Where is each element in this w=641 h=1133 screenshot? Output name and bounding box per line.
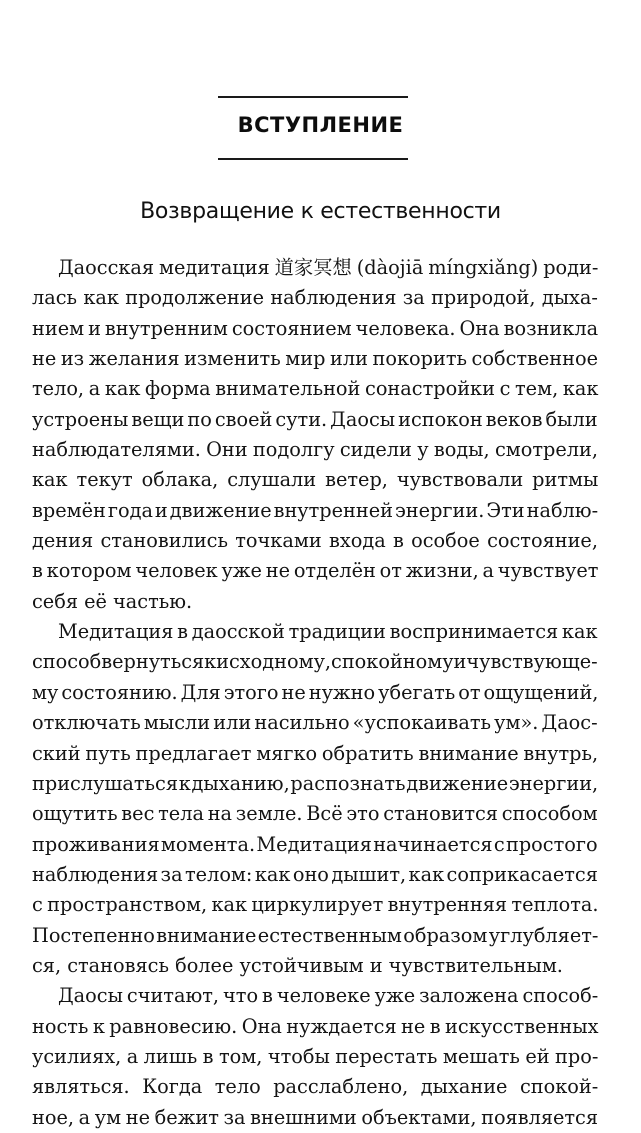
text-line: ощутить вес тела на земле. Всё это становится способом — [32, 802, 598, 826]
text-line: прислушаться к дыханию, распознать движение энергии, — [32, 771, 599, 795]
chapter-title: ВСТУПЛЕНИЕ — [237, 113, 404, 137]
text-line: ся, становясь более устойчивым и чувствительным. — [32, 953, 563, 977]
paragraph-2 — [32, 617, 598, 981]
text-line: нием и внутренним состоянием человека. Она возникла — [32, 316, 599, 340]
text-line: как текут облака, слушали ветер, чувствовали ритмы — [32, 468, 599, 492]
text-line: му состоянию. Для этого не нужно убегать от ощущений, — [32, 680, 599, 704]
text-line: не из желания изменить мир или покорить собственное — [32, 347, 599, 371]
text-line: времён года и движение внутренней энергии. Эти наблю- — [32, 498, 599, 522]
section-title: Возвращение к естественности — [140, 199, 501, 224]
text-line: Постепенно внимание естественным образом углубляет- — [32, 923, 599, 947]
text-line: отключать мысли или насильно «успокаивать ум». Даос- — [32, 711, 598, 735]
text-line: с пространством, как циркулирует внутренняя теплота. — [32, 893, 599, 917]
body-text — [32, 253, 598, 1133]
text-line: Даосы считают, что в человеке уже заложена способ- — [58, 984, 599, 1008]
text-line: усилиях, а лишь в том, чтобы перестать мешать ей про- — [32, 1044, 599, 1068]
paragraph-1 — [32, 253, 598, 617]
text-line: лась как продолжение наблюдения за природой, дыха- — [32, 286, 598, 310]
text-line: Даосская медитация 道家冥想 (dàojiā míngxiǎng) роди- — [58, 256, 599, 279]
text-line: ность к равновесию. Она нуждается не в искусственных — [32, 1014, 599, 1038]
text-line: себя её частью. — [32, 589, 193, 613]
text-line: проживания момента. Медитация начинается с простого — [32, 832, 598, 856]
text-line: Медитация в даосской традиции воспринимается как — [58, 620, 598, 644]
text-line: являться. Когда тело расслаблено, дыхание спокой- — [32, 1075, 599, 1099]
text-line: в котором человек уже не отделён от жизни, а чувствует — [32, 559, 599, 583]
text-line: тело, а как форма внимательной сонастройки с тем, как — [32, 377, 599, 401]
text-line: ное, а ум не бежит за внешними объектами, появляется — [32, 1105, 599, 1129]
text-line: устроены вещи по своей сути. Даосы испокон веков были — [32, 407, 598, 431]
text-line: наблюдателями. Они подолгу сидели у воды, смотрели, — [32, 438, 599, 462]
title-top-rule — [218, 96, 408, 98]
text-line: ский путь предлагает мягко обратить внимание внутрь, — [32, 741, 599, 765]
title-bottom-rule — [218, 158, 408, 160]
paragraph-3 — [32, 981, 598, 1133]
text-line: дения становились точками входа в особое состояние, — [32, 529, 598, 553]
text-line: наблюдения за телом: как оно дышит, как соприкасается — [32, 862, 598, 886]
text-line: способ вернуться к исходному, спокойному и чувствующе- — [32, 650, 598, 674]
